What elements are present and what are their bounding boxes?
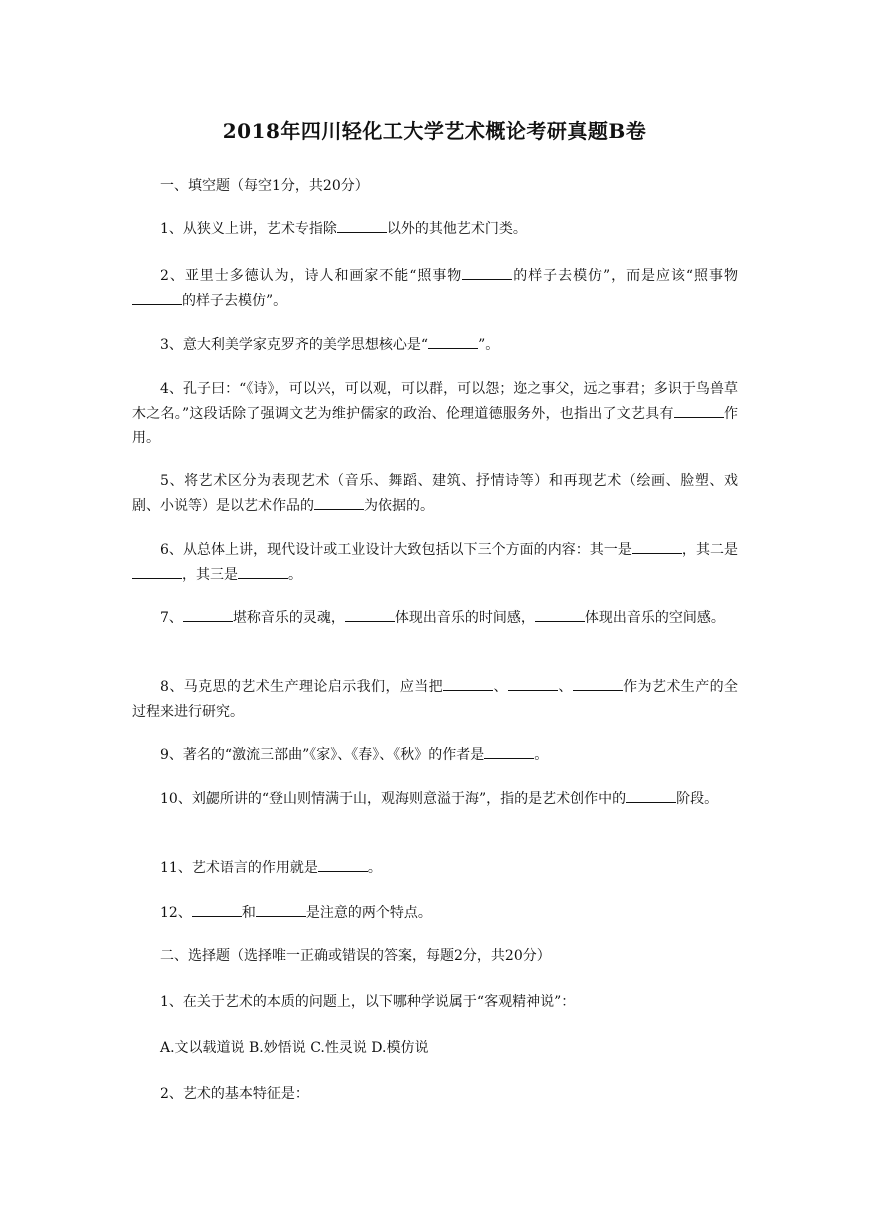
question-11: 11、艺术语言的作用就是 。 [132, 856, 738, 881]
answer-blank [192, 902, 242, 917]
answer-blank [508, 676, 558, 691]
question-9: 9、著名的“激流三部曲”《家》、《春》、《秋》的作者是 。 [132, 743, 738, 768]
answer-blank [318, 857, 368, 872]
question-12: 12、 和 是注意的两个特点。 [132, 901, 738, 926]
question-1: 1、从狭义上讲，艺术专指除 以外的其他艺术门类。 [132, 217, 738, 242]
answer-blank [626, 788, 676, 803]
answer-blank [632, 539, 682, 554]
choice-question-1: 1、在关于艺术的本质的问题上，以下哪种学说属于“客观精神说”： [160, 994, 576, 1010]
answer-blank [674, 403, 724, 418]
answer-blank [345, 607, 395, 622]
question-7: 7、 堪称音乐的灵魂， 体现出音乐的时间感， 体现出音乐的空间感。 [132, 606, 738, 631]
question-2: 2、亚里士多德认为，诗人和画家不能“照事物 的样子去模仿”，而是应该“照事物的样子去模仿”。 [132, 264, 738, 313]
question-3: 3、意大利美学家克罗齐的美学思想核心是“ ”。 [132, 333, 738, 358]
page-title: 2018年四川轻化工大学艺术概论考研真题B卷 [222, 119, 647, 143]
section-heading-fill-blank: 一、填空题（每空1分，共20分） [160, 178, 369, 194]
question-5: 5、将艺术区分为表现艺术（音乐、舞蹈、建筑、抒情诗等）和再现艺术（绘画、脸塑、戏剧、小说等）是以艺术作品的 为依据的。 [132, 473, 738, 514]
answer-blank [132, 290, 182, 305]
question-10: 10、刘勰所讲的“登山则情满于山，观海则意溢于海”，指的是艺术创作中的 阶段。 [132, 787, 738, 812]
answer-blank [256, 902, 306, 917]
choice-question-1-options: A.文以载道说 B.妙悟说 C.性灵说 D.模仿说 [160, 1040, 429, 1056]
answer-blank [535, 607, 585, 622]
answer-blank [337, 218, 387, 233]
answer-blank [132, 564, 182, 579]
answer-blank [428, 334, 478, 349]
question-4: 4、孔子曰：“《诗》，可以兴，可以观，可以群，可以怨；迩之事父，远之事君；多识于鸟兽草木之名。”这段话除了强调文艺为维护儒家的政治、伦理道德服务外，也指出了文艺具有 作用。 [132, 381, 739, 446]
answer-blank [443, 676, 493, 691]
answer-blank [314, 495, 364, 510]
answer-blank [484, 744, 534, 759]
question-8: 8、马克思的艺术生产理论启示我们，应当把 、 、 作为艺术生产的全过程来进行研究。 [132, 675, 738, 724]
choice-question-2: 2、艺术的基本特征是： [160, 1086, 309, 1102]
answer-blank [462, 265, 512, 280]
answer-blank [238, 564, 288, 579]
question-6: 6、从总体上讲，现代设计或工业设计大致包括以下三个方面的内容：其一是 ，其二是，其三是 。 [132, 538, 738, 587]
section-heading-multiple-choice: 二、选择题（选择唯一正确或错误的答案，每题2分，共20分） [160, 948, 551, 964]
answer-blank [573, 676, 623, 691]
answer-blank [183, 607, 233, 622]
